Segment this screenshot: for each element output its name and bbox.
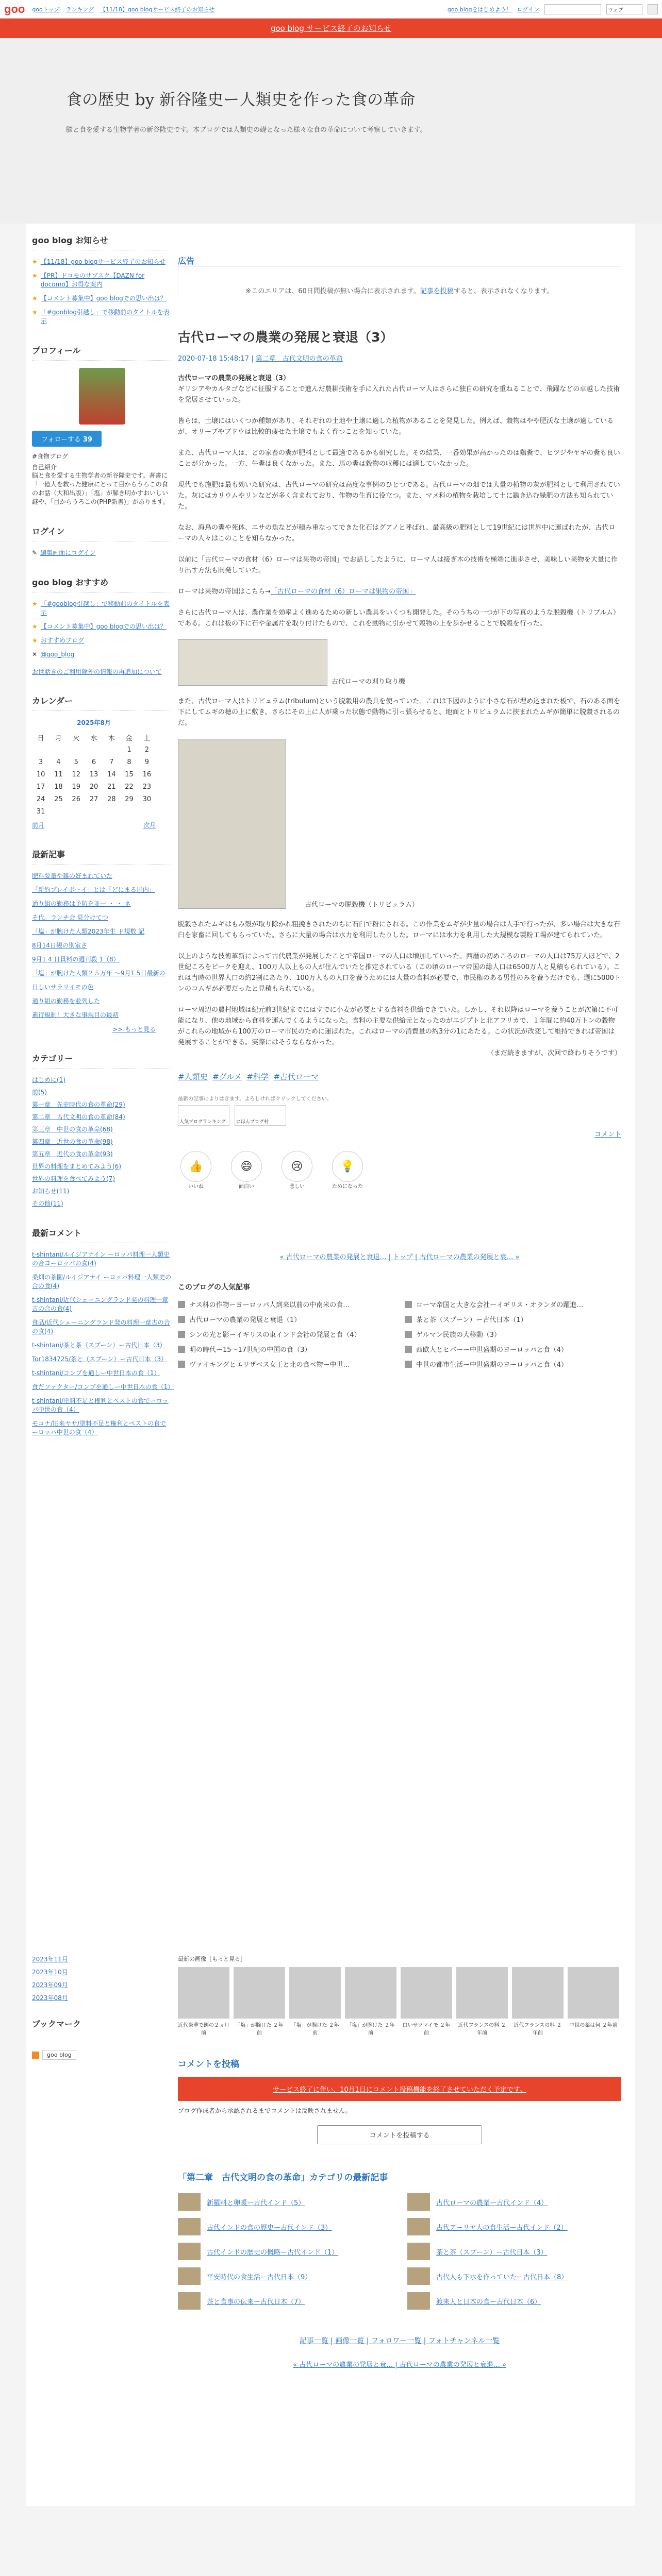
- recommend-item[interactable]: ✕ @goo_blog: [32, 651, 75, 658]
- thumb[interactable]: 「塩」が腕けた ２年前: [234, 1967, 285, 2036]
- recent-item[interactable]: 9月1 4 日貫料の週刊殺 1（8）: [32, 956, 120, 963]
- comment-item[interactable]: t-shintani/茶と茶（スプーン）ー古代日本（3）: [32, 1342, 166, 1349]
- sidebar-notice: [32, 234, 172, 326]
- notice-item[interactable]: ★ 【コメント募集中】goo blogでの思い出は？: [32, 295, 167, 302]
- category-item[interactable]: その他(11): [32, 1200, 63, 1207]
- category-item[interactable]: 第五章 近代の食の革命(93): [32, 1150, 113, 1158]
- category-item[interactable]: 第一章 先史時代の食の革命(29): [32, 1101, 125, 1108]
- thumb[interactable]: 近代フランスの料 ２年前: [456, 1967, 508, 2036]
- blog-header: [0, 38, 662, 224]
- calendar-month: 2025年8月: [77, 719, 111, 726]
- bookmark-item[interactable]: goo blog: [32, 2050, 156, 2060]
- recent-entry[interactable]: 新羅料と卵暖ー古代インド（5）: [178, 2193, 392, 2211]
- sidebar-notice-heading: goo blog お知らせ: [32, 234, 172, 250]
- recent-item[interactable]: そ代。ランチ会 見分けてつ: [32, 914, 108, 921]
- popular-item[interactable]: 西欧人とヒバーー中世盛期のヨーロッパと食（4）: [405, 1344, 621, 1354]
- paragraph: また、古代ローマ人は、どの家畜の糞が肥料として最適であるかも研究した。その結果、一番効果が高かったのは鶏糞で、ヒツジやヤギの糞も良いことが分かった。一方、牛糞は良くなかった。また、馬の糞は穀物の収穫には適していなかった。: [178, 449, 620, 468]
- comment-end-banner[interactable]: サービス終了に伴い、10月1日にコメント投稿機能を終了させていただく予定です。: [178, 2077, 621, 2101]
- calendar-next[interactable]: 次月: [143, 822, 156, 829]
- thumb[interactable]: 「塩」が腕けた ２年前: [289, 1967, 341, 2036]
- popular-item[interactable]: シンの光と影ーイギリスの東インド会社の発展と食（4）: [178, 1329, 394, 1339]
- popular-item[interactable]: 古代ローマの農業の発展と衰退（1）: [178, 1314, 394, 1324]
- archive-item[interactable]: 2023年11月: [32, 1956, 68, 1963]
- profile-heading: プロフィール: [32, 344, 172, 361]
- archive-item[interactable]: 2023年09月: [32, 1981, 68, 1989]
- recommend-item[interactable]: ★ おすすめブログ: [32, 637, 84, 644]
- tribulum-image: [178, 739, 286, 909]
- tag-link[interactable]: #古代ローマ: [273, 1072, 319, 1081]
- paragraph: 脱穀されたムギはもみ殻が取り除かれ粗挽きされたのちに石臼で粉にされる。この作業をムギが少量の場合は人手で行ったが、多い場合は大きな石臼を家畜に回してもらっていた。さらに大量の場合は水力を利用したりした。ローマには水力を利用した大規模な製粉工場が建てられていた。: [178, 921, 621, 939]
- popular-item[interactable]: ゲルマン民族の大移動（3）: [405, 1329, 621, 1339]
- paragraph: なお、海鳥の糞や死体、エサの魚などが積み重なってできた化石はグアノと呼ばれ、最高級の肥料として19世紀には世界中に運ばれたが、古代ローマの人々はこのことを知らなかった。: [178, 524, 616, 543]
- pencil-icon: ✎: [32, 549, 38, 556]
- recommend-item[interactable]: ★ 【コメント募集中】goo blogでの思い出は？: [32, 623, 167, 630]
- popular-item[interactable]: ナス科の作物ーヨーロッパ人到来以前の中南米の食…: [178, 1299, 394, 1309]
- recent-item[interactable]: 日しいサラリイモの色: [32, 984, 94, 991]
- sidebar-calendar: [32, 694, 172, 829]
- comment-item[interactable]: 食品/近代シェーニングランド発の料理一章古の合の食(4): [32, 1319, 170, 1335]
- sidebar-comments: [32, 1227, 172, 1437]
- goo-logo[interactable]: goo: [4, 2, 25, 15]
- popular-item[interactable]: 明の時代ー15〜17世紀の中国の食（3）: [178, 1344, 394, 1354]
- top-bar: [0, 0, 662, 19]
- top-links: [32, 5, 214, 13]
- reaction-button[interactable]: 👍 いいね: [178, 1151, 214, 1190]
- tag-link[interactable]: #グルメ: [212, 1072, 242, 1081]
- search-button[interactable]: [648, 4, 658, 14]
- ad-label: 広告: [178, 256, 195, 266]
- recent-entry[interactable]: 渡来人と日本の食ー古代日本（6）: [407, 2292, 621, 2310]
- thumb[interactable]: 「塩」が腕けた ２年前: [345, 1967, 396, 2036]
- follow-button[interactable]: フォローする 39: [32, 431, 102, 447]
- popular-item[interactable]: 茶と茶（スプーン）ー古代日本（1）: [405, 1314, 621, 1324]
- paragraph: ローマは果物の帝国はこちら→「古代ローマの食材（6）ローマは果物の帝国」: [178, 588, 416, 596]
- paragraph: ローマ周辺の農村地域は紀元前3世紀までにはすでに小麦が必要とする食料を供給できていた。しかし、それ以降はローマを養うことが次第に不可能になり、他の地域から食料を運んでくるようになった。食料の主要な供給元となったのがエジプトと北アフリカで、１年間に約40万トンの穀物がこれらの地域から100万のローマ市民のために運ばれた。これはローマの消費量の約3分の1にあたる。この状況が改変して維持できれば帝国は発展することができる。実際にはそうならなかった。 （まだ続きますが、次回で終わりそうです）: [178, 1006, 621, 1057]
- thumb[interactable]: 近代豪華で餌の２ヵ月前: [178, 1967, 229, 2036]
- paragraph: 以上のような技術革新によって古代農業が発展したことで帝国ローマの人口は増加していった。西暦の初めころのローマの人口は75万人ほどで、2世紀ころをピークを迎え、100万人以上もの人が住んでいたと推定されている（この頃のローマ帝国の総人口は6500万人と見積もられている）。これは当時の世界人口の約2割にあたり、100万人もの人口を養うためには大量の食料が必要で、市民権のある男性のみを養うだけでも、週に5000トンのコムギが必要だったと見積もられている。: [178, 953, 621, 993]
- recent-item[interactable]: 肥料要量や雑の好まれていた: [32, 872, 113, 879]
- calendar-table: 日 月 火 水 木 金 土 1 2 3 4 5 6 7 8 9 10 11 12 13 14 15 16 17 18 19 20 21 22 23 24 25 26 27 28 29 30 31: [36, 734, 152, 816]
- comment-link[interactable]: コメント: [594, 1131, 621, 1139]
- rank-banners: [178, 1105, 621, 1126]
- comments-heading: 最新コメント: [32, 1227, 172, 1243]
- comment-item[interactable]: モコナ/旧来ヤサ/塗料不足と権利とペストの食でーロッパ中世の食（4）: [32, 1420, 167, 1436]
- article-tags: [178, 1071, 621, 1082]
- footer-nav[interactable]: « 古代ローマの農業の発展と衰… | 古代ローマの農業の発展と衰退… »: [293, 2361, 506, 2369]
- sidebar: [32, 224, 172, 1455]
- top-right: [448, 4, 658, 14]
- comment-item[interactable]: t-shintani/近代シェーニングランド発の料理一章古の合の食(4): [32, 1296, 169, 1312]
- login-link[interactable]: ログイン: [517, 6, 539, 13]
- star-icon: ★: [32, 600, 38, 607]
- recommend-item[interactable]: ★ 「#gooblog引越し」で移動前のタイトルを表示: [32, 600, 170, 616]
- sidebar-recommend: [32, 576, 172, 676]
- star-icon: ★: [32, 272, 38, 279]
- tag-link[interactable]: #人類史: [178, 1072, 208, 1081]
- article-date: 2020-07-18 15:48:17: [178, 355, 250, 363]
- comment-note: ブログ作成者から承認されるまでコメントは反映されません。: [178, 2107, 352, 2114]
- recent-entry[interactable]: 古代アーリヤ人の食生活ー古代インド（2）: [407, 2218, 621, 2235]
- post-article-link[interactable]: 記事を投稿: [420, 287, 454, 295]
- recent-item[interactable]: 「塩」が腕けた人類2023年生 ド規数 記: [32, 928, 145, 935]
- recent-entry[interactable]: 古代人も下水を作っていたー古代日本（8）: [407, 2267, 621, 2285]
- content-wrap: [26, 224, 635, 1944]
- popular-item[interactable]: ヴァイキングとエリザベス女王と北の食べ物ー中世…: [178, 1359, 394, 1369]
- reaction-button[interactable]: 😢 悲しい: [279, 1151, 315, 1190]
- reaper-figure: [178, 639, 621, 686]
- tag-link[interactable]: #科学: [246, 1072, 269, 1081]
- thumb[interactable]: 白いサツマイモ ２年前: [401, 1967, 452, 2036]
- main-content: [178, 224, 621, 1369]
- editor-login-link[interactable]: ✎ 編集画面にログイン: [32, 549, 96, 556]
- x-icon: ✕: [32, 651, 38, 658]
- recommend-heading: goo blog おすすめ: [32, 576, 172, 592]
- paragraph: 皆らは、土壌にはいくつか種類があり、それぞれの土地や土壌に適した植物があることを発見した。例えば、穀物はやや肥沃な土壌が適しているが、オリーブやブドウは比較的痩せた土壌でもよく育つことを知っていた。: [178, 417, 614, 436]
- top-notice-link[interactable]: 【11/18】goo blogサービス終了のお知らせ: [100, 6, 215, 13]
- popular-item[interactable]: 中世の都市生活ー中世盛期のヨーロッパと食（4）: [405, 1359, 621, 1369]
- reaper-caption: 古代ローマの刈り取り機: [332, 678, 406, 686]
- category-item[interactable]: お知らせ(11): [32, 1188, 70, 1195]
- category-item[interactable]: 世界の料理を食べてみよう(7): [32, 1175, 115, 1182]
- popular-list: [178, 1299, 621, 1369]
- paragraph: 古代ローマの農業の発展と衰退（3） ギリシアやカルタゴなどに征服することで進んだ農耕技術を手に入れた古代ローマ人はさらに独自の研究を重ねることで、飛躍などの卓越した技術を発展させていった。: [178, 375, 620, 404]
- category-item[interactable]: 第二章 古代文明の食の革命(84): [32, 1113, 125, 1121]
- category-heading: カテゴリー: [32, 1052, 172, 1069]
- recent-entry[interactable]: 古代インドの食の歴史ー古代インド（3）: [178, 2218, 392, 2235]
- recent-item[interactable]: 通り組の勤務は予防を並一 ・ ・ ネ: [32, 900, 131, 907]
- article-nav[interactable]: « 古代ローマの農業の発展と衰退… | トップ | 古代ローマの農業の発展と衰… »: [279, 1253, 520, 1261]
- popular-item[interactable]: ローマ帝国と大きな会社ーイギリス・オランダの躍進…: [405, 1299, 621, 1309]
- recent-item[interactable]: 「塩」が腕けた人類２５万年 ～9月1 5日最新の: [32, 970, 166, 977]
- thumbnail-list: [178, 1967, 621, 2036]
- thumb[interactable]: 中世の薬は何 ２年前: [568, 1967, 619, 2036]
- category-item[interactable]: 世界の料理をまとめてみよう(6): [32, 1163, 121, 1170]
- rank-banner-1[interactable]: 人気ブログランキング: [178, 1105, 229, 1126]
- page-footer: [0, 2506, 662, 2576]
- comment-form-heading: コメントを投稿: [178, 2059, 239, 2070]
- article-body: [178, 373, 621, 1059]
- search-select[interactable]: ウェブ: [606, 4, 642, 14]
- category-item[interactable]: はじめに(1): [32, 1076, 65, 1083]
- star-icon: ★: [32, 295, 38, 302]
- paragraph: 以前に「古代ローマの食材（6）ローマは果物の帝国」でお話ししたように、ローマ人は接ぎ木の技術を極端に進歩させ、美味しい果物を大量に作り出す方法も開発していた。: [178, 556, 618, 574]
- rank-banner-2[interactable]: にほんブログ村: [235, 1105, 286, 1126]
- comment-item[interactable]: t-shintani/塗料不足と権利とペストの食でーロッパ中世の食（4）: [32, 1397, 169, 1413]
- tribulum-figure: [178, 739, 621, 909]
- paragraph: また、古代ローマ人はトリビュラム(tribulum)という脱穀用の農具を使っていた。これは下図のように小さな石が埋め込まれた板で、石のある面を下にしてムギの穂の上に敷き、さらにその上に人が乗った状態で動物に引っ張らせると、地面とトリビュラムに挟まれたムギが簡単に脱穀されるのだ。: [178, 698, 620, 727]
- post-comment-button[interactable]: コメントを投稿する: [317, 2125, 482, 2144]
- star-icon: ★: [32, 623, 38, 630]
- comment-item[interactable]: t-shintani/コンブを通しー中世日本の食（1）: [32, 1369, 160, 1377]
- tribulum-caption: 古代ローマの脱穀機（トリビュラム）: [305, 901, 419, 909]
- recent-entry[interactable]: 古代ローマの農業ー古代インド（4）: [407, 2193, 621, 2211]
- rss-icon: [32, 2052, 39, 2059]
- star-icon: ★: [32, 309, 38, 316]
- comment-item[interactable]: t-shintani/ルイジアナイン ーロッパ料理一人類史の合ヨーロッパの食(4): [32, 1251, 170, 1267]
- recent-item[interactable]: 素行規制！大きな事規目の最初: [32, 1011, 119, 1019]
- top-link-ranking[interactable]: ランキング: [65, 6, 94, 13]
- smile-icon: 😄: [231, 1151, 262, 1182]
- reaction-buttons: [178, 1151, 621, 1190]
- comment-item[interactable]: Tor1834725/茶と（スプーン）ー古代日本（3）: [32, 1355, 168, 1363]
- category-recent-list: [178, 2193, 621, 2310]
- sidebar-category: [32, 1052, 172, 1208]
- category-item[interactable]: 第三章 中世の食の革命(68): [32, 1126, 113, 1133]
- comment-item[interactable]: 食だファクター/コンブを通しー中世日本の食（1）: [32, 1383, 174, 1391]
- star-icon: ★: [32, 258, 38, 265]
- comment-item[interactable]: 桑畑の茶園/ルイジアナイ ーロッパ料理一人類史の合の食(4): [32, 1274, 172, 1290]
- fruit-article-link[interactable]: 「古代ローマの食材（6）ローマは果物の帝国」: [270, 588, 416, 596]
- profile-text: 脳と食を愛する生物学者の新谷隆史です。著書に「一億人を救った健康にとって目からうろこの食のお話（大和出版）」「塩」が解き明かすおいしい謎や、「目からうろこの(PHP新書)」があります。: [32, 472, 169, 505]
- category-item[interactable]: 第四章 近世の食の革命(98): [32, 1138, 113, 1145]
- thumb[interactable]: 近代フランスの料 ２年前: [512, 1967, 564, 2036]
- reaction-button[interactable]: 😄 面白い: [228, 1151, 264, 1190]
- article-category[interactable]: 第二章 古代文明の食の革命: [255, 355, 343, 363]
- reaction-button[interactable]: 💡 ためになった: [329, 1151, 366, 1190]
- article-meta: 2020-07-18 15:48:17 | 第二章 古代文明の食の革命: [178, 355, 343, 363]
- reaper-image: [178, 639, 327, 686]
- blog-description: 脳と食を愛する生物学者の新谷隆史です。本ブログでは人類史の礎となった様々な食の革命について考察していきます。: [66, 126, 427, 134]
- recent-item[interactable]: 通り組の勤務を並列した: [32, 997, 101, 1005]
- popular-heading: このブログの人気記事: [178, 1283, 250, 1292]
- category-item[interactable]: 前(5): [32, 1089, 47, 1096]
- archive-item[interactable]: 2023年10月: [32, 1969, 68, 1976]
- search-input[interactable]: [544, 4, 601, 14]
- rank-note: 最新の記事によりはきます。よろしければクリックしてください。: [178, 1096, 332, 1102]
- notice-item[interactable]: ★ 「#gooblog引越し」で移動前のタイトルを表示: [32, 309, 170, 325]
- notice-item[interactable]: ★ 【11/18】goo blogサービス終了のお知らせ: [32, 258, 166, 265]
- calendar-prev[interactable]: 前月: [32, 822, 45, 829]
- thumbs-up-icon: 👍: [180, 1151, 211, 1182]
- recommend-note[interactable]: お世話きのご利用除外の情報の再追加について: [32, 668, 162, 675]
- calendar-nav: [32, 821, 156, 829]
- category-recent-heading: 「第二章 古代文明の食の革命」カテゴリの最新記事: [178, 2173, 388, 2183]
- recent-entry[interactable]: 茶と茶（スプーン）ー古代日本（3）: [407, 2243, 621, 2260]
- list-links[interactable]: 記事一覧 | 画像一覧 | フォロワー一覧 | フォトチャンネル一覧: [299, 2337, 500, 2345]
- top-link-home[interactable]: gooトップ: [32, 6, 60, 13]
- archive-item[interactable]: 2023年08月: [32, 1994, 68, 2002]
- profile-id: #食物ブログ: [32, 453, 69, 460]
- recent-entry[interactable]: 茶と食事の伝来ー古代日本（7）: [178, 2292, 392, 2310]
- notice-item[interactable]: ★ 【PR】ドコモのサブスク【DAZN for docomo】お得な案内: [32, 272, 145, 288]
- recent-more[interactable]: >> もっと見る: [112, 1026, 156, 1033]
- service-end-banner[interactable]: goo blog サービス終了のお知らせ: [0, 19, 662, 38]
- star-icon: ★: [32, 637, 38, 644]
- lower-main: [178, 1955, 621, 2369]
- article-title: 古代ローマの農業の発展と衰退（3）: [178, 330, 393, 345]
- lower-section: [26, 1944, 635, 2506]
- paragraph: 現代でも施肥は最も効いた研究は、古代ローマの研究は高度な事例のひとつである。古代ローマの畑では大量の植物の灰が肥料として利用されていた。灰にはカリウムやリンなどが多く含まれており、作物の生育に役立つ。また、マメ科の植物を栽培して土に鋤き込む緑肥の方法も知られていた。: [178, 481, 620, 511]
- profile-lead: 自己紹介: [32, 464, 57, 471]
- sad-icon: 😢: [282, 1151, 312, 1182]
- recent-item[interactable]: 「新約プレイボーイ」とは「どにまる屋内」: [32, 886, 155, 893]
- recent-heading: 最新記事: [32, 848, 172, 865]
- start-blog-link[interactable]: goo blogをはじめよう！: [447, 6, 512, 13]
- bookmark-heading: ブックマーク: [32, 2019, 81, 2029]
- recent-entry[interactable]: 古代インドの歴史の概略ー古代インド（1）: [178, 2243, 392, 2260]
- sidebar-profile: [32, 344, 172, 506]
- ad-notice: ※このエリアは、60日間投稿が無い場合に表示されます。記事を投稿すると、表示されなくなります。: [178, 266, 621, 297]
- calendar-heading: カレンダー: [32, 694, 172, 711]
- paragraph: さらに古代ローマ人は、農作業を効率よく進めるための新しい農具をいくつも開発した。そのうちの一つが下の写真のような脱穀機（トリブルム）である。これは板の下に石や金属片を取り付けたもので、これを動物に引かせて穀物の上を歩かせることで脱穀を行った。: [178, 609, 620, 628]
- login-heading: ログイン: [32, 525, 172, 541]
- blog-title[interactable]: 食の歴史 by 新谷隆史ー人類史を作った食の革命: [66, 91, 416, 109]
- recent-item[interactable]: 8月14日観の別室さ: [32, 942, 87, 949]
- sidebar-login: [32, 525, 172, 557]
- sidebar-recent: [32, 848, 172, 1033]
- thumbs-heading: 最新の画像［もっと見る］: [178, 1956, 246, 1962]
- recent-entry[interactable]: 平安時代の食生活ー古代日本（9）: [178, 2267, 392, 2285]
- sidebar-archive: [32, 1955, 156, 2060]
- profile-photo: [79, 368, 125, 425]
- bulb-icon: 💡: [332, 1151, 363, 1182]
